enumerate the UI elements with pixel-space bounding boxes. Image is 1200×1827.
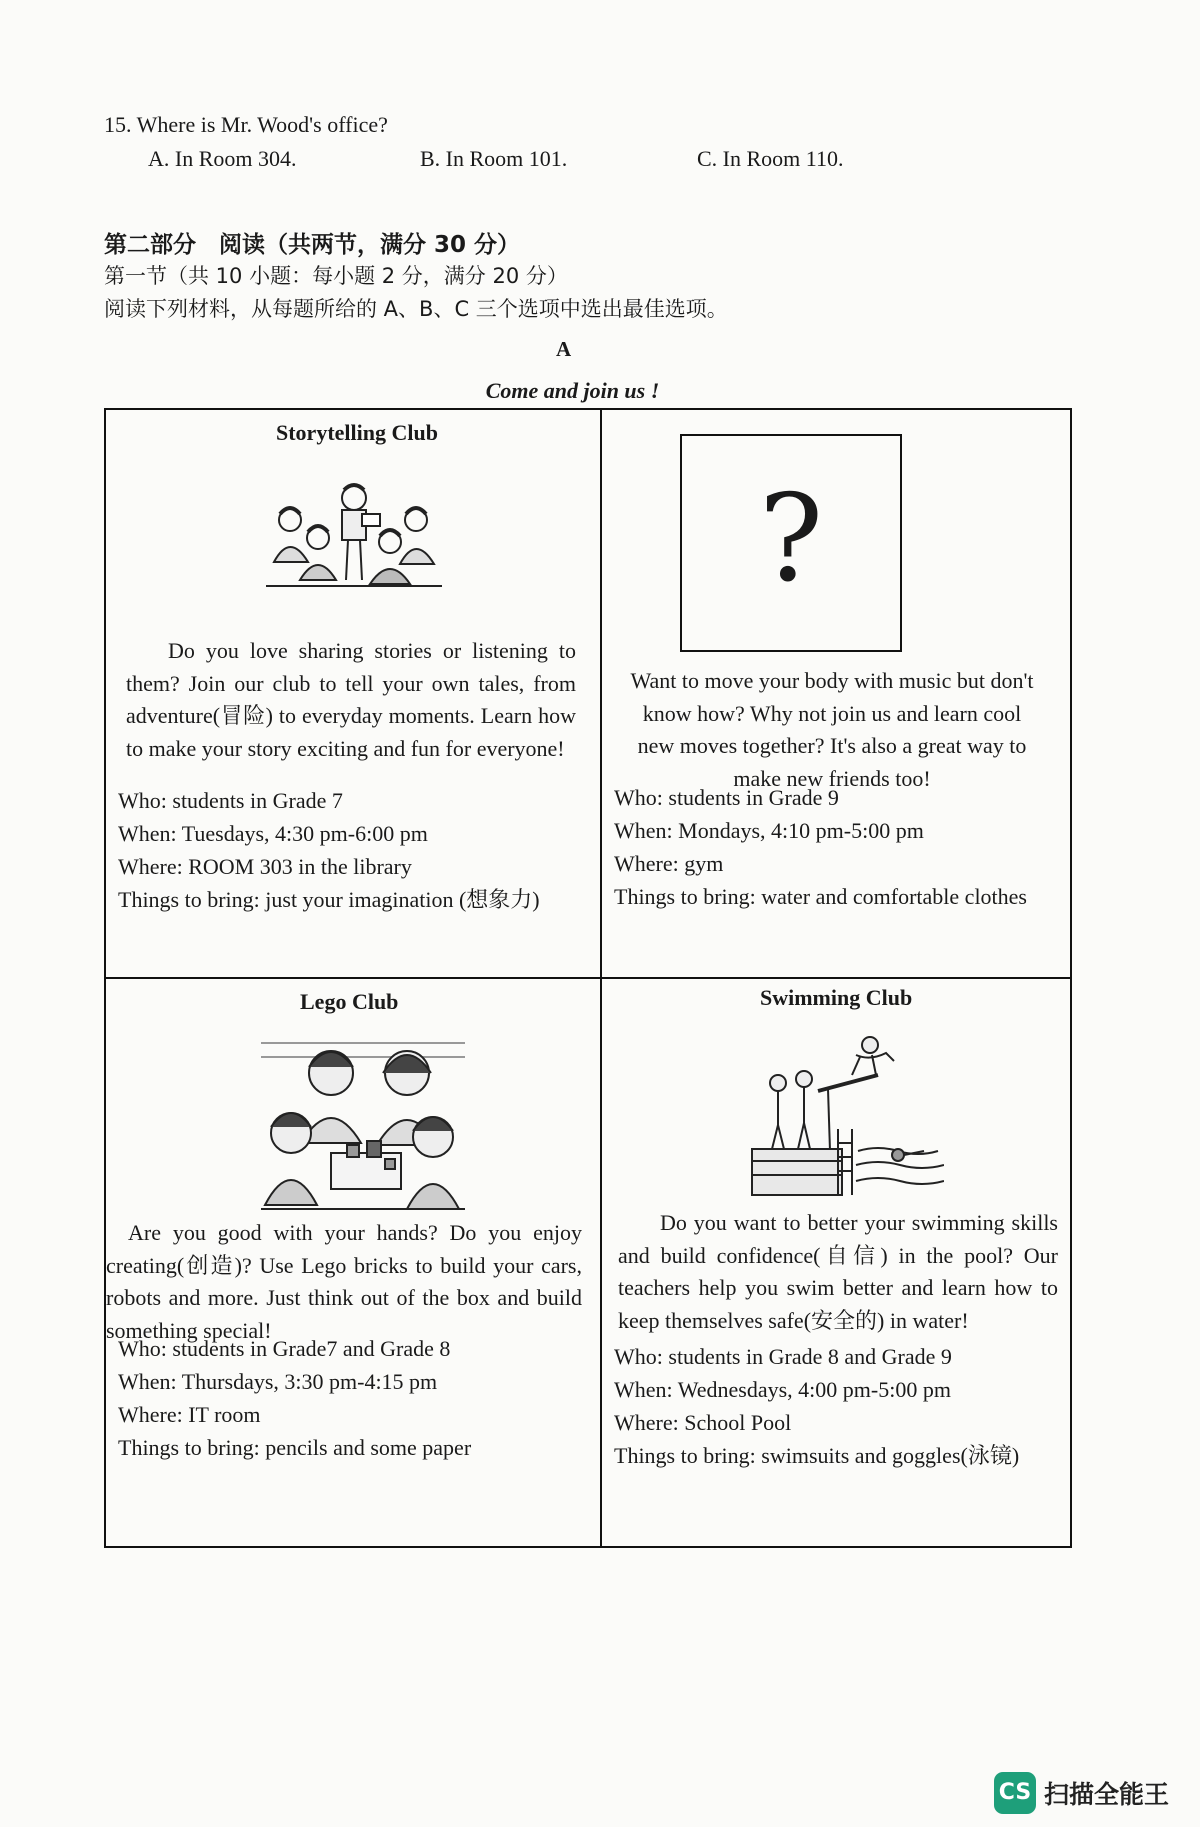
club-details bbox=[614, 781, 1027, 913]
section-title: 第二部分 阅读（共两节，满分 30 分） bbox=[104, 232, 521, 258]
club-when: When: Thursdays, 3:30 pm-4:15 pm bbox=[118, 1369, 438, 1394]
club-description: Do you want to better your swimming skills and build confidence(自信) in the pool? Our teachers help you swim better and learn how to keep themselves safe(安全的) in water! bbox=[618, 1210, 1058, 1333]
part-letter: A bbox=[556, 337, 572, 361]
club-when: When: Tuesdays, 4:30 pm-6:00 pm bbox=[118, 821, 428, 846]
club-card-unknown bbox=[602, 410, 1072, 977]
club-who: Who: students in Grade7 and Grade 8 bbox=[118, 1336, 451, 1361]
club-bring: Things to bring: pencils and some paper bbox=[118, 1435, 472, 1460]
club-details bbox=[118, 784, 540, 916]
club-who: Who: students in Grade 7 bbox=[118, 788, 343, 813]
question-mark-icon: ? bbox=[758, 470, 824, 609]
club-when: When: Mondays, 4:10 pm-5:00 pm bbox=[614, 818, 924, 843]
club-title: Storytelling Club bbox=[276, 420, 438, 445]
club-bring: Things to bring: swimsuits and goggles(泳镜) bbox=[614, 1443, 1020, 1468]
lego-illustration bbox=[261, 1033, 465, 1211]
option-b: B. In Room 101. bbox=[420, 146, 568, 171]
club-details bbox=[614, 1340, 1019, 1472]
club-where: Where: ROOM 303 in the library bbox=[118, 854, 412, 879]
club-where: Where: IT room bbox=[118, 1402, 261, 1427]
club-bring: Things to bring: just your imagination (想象力) bbox=[118, 887, 540, 912]
club-card-lego bbox=[106, 979, 600, 1548]
clubs-table bbox=[104, 408, 1072, 1548]
club-bring: Things to bring: water and comfortable clothes bbox=[614, 884, 1027, 909]
club-card-swimming bbox=[602, 979, 1072, 1548]
club-description: Want to move your body with music but don't know how? Why not join us and learn cool new moves together? It's also a great way to make new friends too! bbox=[630, 668, 1034, 791]
club-details bbox=[118, 1332, 471, 1464]
club-who: Who: students in Grade 8 and Grade 9 bbox=[614, 1344, 952, 1369]
watermark-text: 扫描全能王 bbox=[1044, 1780, 1170, 1809]
option-c: C. In Room 110. bbox=[697, 146, 844, 171]
swimming-illustration bbox=[748, 1031, 944, 1197]
club-who: Who: students in Grade 9 bbox=[614, 785, 839, 810]
question-15: 15. Where is Mr. Wood's office? bbox=[104, 112, 388, 137]
club-description: Are you good with your hands? Do you enjoy creating(创造)? Use Lego bricks to build your cars, robots and more. Just think out of the box and build something special! bbox=[106, 1220, 582, 1343]
club-where: Where: gym bbox=[614, 851, 724, 876]
scanner-watermark bbox=[994, 1772, 1169, 1814]
option-a: A. In Room 304. bbox=[148, 146, 297, 171]
club-where: Where: School Pool bbox=[614, 1410, 792, 1435]
passage-heading: Come and join us ! bbox=[485, 378, 660, 403]
club-when: When: Wednesdays, 4:00 pm-5:00 pm bbox=[614, 1377, 951, 1402]
club-title: Swimming Club bbox=[760, 985, 913, 1010]
cs-logo-icon: CS bbox=[994, 1772, 1036, 1814]
storytelling-illustration bbox=[266, 480, 442, 590]
club-card-storytelling bbox=[106, 410, 600, 977]
section-instruction: 阅读下列材料，从每题所给的 A、B、C 三个选项中选出最佳选项。 bbox=[104, 297, 728, 321]
question-mark-box bbox=[680, 434, 902, 652]
section-subtitle: 第一节（共 10 小题：每小题 2 分，满分 20 分） bbox=[104, 264, 568, 288]
club-description: Do you love sharing stories or listening to them? Join our club to tell your own tales, from adventure(冒险) to everyday moments. Learn how to make your story exciting and fun for everyone! bbox=[126, 638, 576, 761]
club-title: Lego Club bbox=[300, 989, 399, 1014]
